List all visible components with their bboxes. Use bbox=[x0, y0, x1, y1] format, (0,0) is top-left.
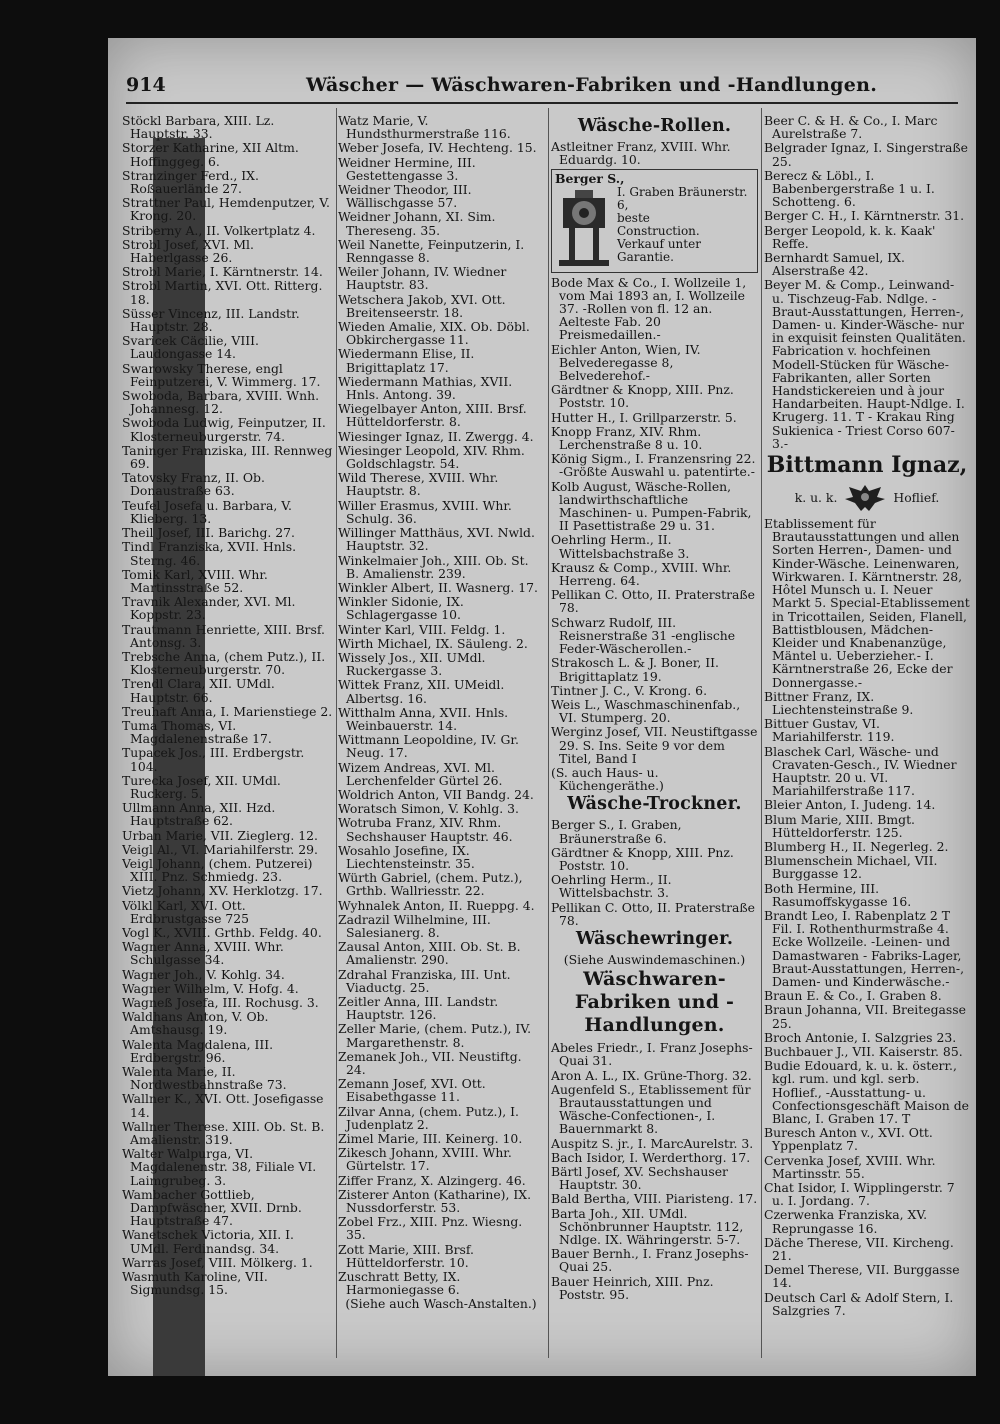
directory-entry: Trautmann Henriette, XIII. Brsf. Antonsg. 3. bbox=[122, 621, 325, 650]
directory-entry: Zadrazil Wilhelmine, III. Salesianerg. 8. bbox=[338, 911, 491, 940]
ad-line: Verkauf unter bbox=[617, 236, 701, 251]
ad-body: Etablissement für Brautausstattungen und allen Sorten Herren-, Damen- und Kinder-Wäsche. Leinenwaren, Wirkwaren. I. Kärntnerstr. 28, Hôtel Munsch u. I. Neuer Markt 5. Special-Etablissement in Tricottailen, Seiden, Flanell, Battistblousen, Mädchen-Kleider und Knabenanzüge, Mäntel u. Ueberzieher.- I. Kärntnerstraße 26, Ecke der Donnergasse.- bbox=[764, 516, 970, 690]
directory-entry: Auspitz S. jr., I. MarcAurelstr. 3. bbox=[551, 1135, 754, 1151]
directory-entry: Bittner Franz, IX. Liechtensteinstraße 9. bbox=[764, 688, 914, 717]
column-2 bbox=[338, 114, 544, 1354]
directory-entry: Weis L., Waschmaschinenfab., VI. Stumperg. 20. bbox=[551, 696, 741, 726]
ad-name: Bittmann Ignaz, bbox=[766, 452, 968, 479]
section-title-waesche-trockner: Wäsche-Trockner. bbox=[567, 794, 742, 815]
directory-entry: Oehrling Herm., II. Wittelsbachstraße 3. bbox=[551, 532, 690, 561]
section-title-waeschewringer: Wäschewringer. bbox=[575, 928, 734, 949]
directory-entry: Zemanek Joh., VII. Neustiftg. 24. bbox=[338, 1048, 522, 1078]
page bbox=[108, 38, 976, 1376]
directory-entry: Zausal Anton, XIII. Ob. St. B. Amalienstr. 290. bbox=[338, 939, 521, 968]
entry-list bbox=[551, 1041, 758, 1301]
directory-entry: Swarowsky Therese, engl Feinputzerei, V. Wimmerg. 17. bbox=[122, 360, 321, 389]
directory-entry: Zott Marie, XIII. Brsf. Hütteldorferstr. 10. bbox=[338, 1241, 474, 1270]
directory-entry: Beyer M. & Comp., Leinwand- u. Tischzeug-Fab. Ndlge. -Braut-Ausstattungen, Herren-, Damen- u. Kinder-Wäsche- nur in exquisit feinsten Qualitäten. Fabrication v. hochfeinen Modell-Stücken für Wäsche-Fabrikanten, aller Sorten Handstickereien und à jour Handarbeiten. Haupt-Ndlge. I. Krugerg. 11. T - Krakau Ring Sukienica - Triest Corso 607-3.- bbox=[764, 277, 966, 451]
directory-entry: Chat Isidor, I. Wipplingerstr. 7 u. I. Jordang. 7. bbox=[764, 1180, 955, 1209]
directory-entry: Barta Joh., XII. UMdl. Schönbrunner Hauptstr. 112, Ndlge. IX. Währingerstr. 5-7. bbox=[551, 1205, 744, 1247]
entry-list bbox=[764, 114, 970, 450]
directory-entry: Stranzinger Ferd., IX. Roßauerlände 27. bbox=[122, 167, 259, 197]
page-number: 914 bbox=[126, 74, 166, 96]
directory-entry: Gärdtner & Knopp, XIII. Pnz. Poststr. 10. bbox=[551, 844, 734, 873]
directory-entry: Bode Max & Co., I. Wollzeile 1, vom Mai 1893 an, I. Wollzeile 37. -Rollen von fl. 12 an. Aelteste Fab. 20 Preismedaillen.- bbox=[551, 274, 747, 343]
directory-entry: Wittek Franz, XII. UMeidl. Albertsg. 16. bbox=[338, 677, 505, 706]
directory-entry: Bernhardt Samuel, IX. Alserstraße 42. bbox=[764, 250, 905, 279]
directory-entry: Wittmann Leopoldine, IV. Gr. Neug. 17. bbox=[338, 732, 519, 761]
bittmann-advertisement bbox=[764, 452, 970, 689]
directory-entry: Zeitler Anna, III. Landstr. Hauptstr. 126. bbox=[338, 994, 499, 1023]
mangle-machine-illustration bbox=[555, 186, 613, 270]
directory-entry: Würth Gabriel, (chem. Putz.), Grthb. Wallriesstr. 22. bbox=[338, 870, 523, 899]
directory-entry: Broch Antonie, I. Salzgries 23. bbox=[764, 1029, 957, 1045]
column-1 bbox=[122, 114, 334, 1354]
see-also-note: (Siehe auch Wasch-Anstalten.) bbox=[345, 1296, 537, 1312]
directory-entry: Eichler Anton, Wien, IV. Belvederegasse 8, Belvederehof.- bbox=[551, 341, 701, 384]
directory-entry: Knopp Franz, XIV. Rhm. Lerchenstraße 8 u. 10. bbox=[551, 423, 703, 453]
directory-entry: Tindl Franziska, XVII. Hnls. Sterng. 46. bbox=[122, 539, 297, 568]
directory-entry: Weidner Johann, XI. Sim. Thereseng. 35. bbox=[338, 209, 496, 238]
directory-entry: Wambacher Gottlieb, Dampfwäscher, XVII. Drnb. Hauptstraße 47. bbox=[122, 1186, 302, 1229]
see-also-note: (Siehe Auswindemaschinen.) bbox=[563, 951, 746, 967]
directory-entry: Vietz Johann, XV. Herklotzg. 17. bbox=[122, 883, 323, 899]
directory-entry: Willinger Matthäus, XVI. Nwld. Hauptstr. 32. bbox=[338, 525, 535, 554]
directory-entry: Zobel Frz., XIII. Pnz. Wiesng. 35. bbox=[338, 1214, 523, 1243]
directory-entry: Zilvar Anna, (chem. Putz.), I. Judenplatz 2. bbox=[338, 1103, 519, 1132]
directory-entry: (S. auch Haus- u. Küchengeräthe.) bbox=[551, 764, 664, 794]
directory-entry: Striberny A., II. Volkertplatz 4. bbox=[122, 222, 316, 238]
section-title-waeschwaren-fabriken: Wäschwaren-Fabriken und -Handlungen. bbox=[574, 968, 735, 1037]
directory-entry: Däche Therese, VII. Kircheng. 21. bbox=[764, 1234, 954, 1264]
directory-entry: Berger C. H., I. Kärntnerstr. 31. bbox=[764, 208, 965, 224]
directory-entry: Wagner Joh., V. Kohlg. 34. bbox=[122, 966, 285, 982]
ad-line: Garantie. bbox=[617, 249, 674, 264]
directory-entry: Zisterer Anton (Katharine), IX. Nussdorferstr. 53. bbox=[338, 1186, 532, 1216]
directory-entry: Veigl Johann, (chem. Putzerei) XIII. Pnz. Schmiedg. 23. bbox=[122, 855, 313, 885]
column-divider bbox=[761, 108, 762, 1358]
directory-entry: Wiesinger Leopold, XIV. Rhm. Goldschlagstr. 54. bbox=[338, 442, 525, 472]
directory-entry: Winkler Albert, II. Wasnerg. 17. bbox=[338, 579, 538, 595]
directory-entry: Wanetschek Victoria, XII. I. UMdl. Ferdinandsg. 34. bbox=[122, 1227, 294, 1256]
directory-entry: Süsser Vincenz, III. Landstr. Hauptstr. 28. bbox=[122, 305, 300, 335]
directory-entry: Zemann Josef, XVI. Ott. Eisabethgasse 11. bbox=[338, 1076, 486, 1105]
directory-entry: Demel Therese, VII. Burggasse 14. bbox=[764, 1262, 960, 1291]
directory-entry: Wieden Amalie, XIX. Ob. Döbl. Obkirchergasse 11. bbox=[338, 319, 530, 348]
directory-entry: Astleitner Franz, XVIII. Whr. Eduardg. 10. bbox=[551, 139, 731, 168]
directory-entry: Vogl K., XVIII. Grthb. Feldg. 40. bbox=[122, 924, 322, 940]
directory-entry: Augenfeld S., Etablissement für Brautausstattungen und Wäsche-Confectionen-, I. Bauernmarkt 8. bbox=[551, 1081, 751, 1137]
directory-entry: Turecka Josef, XII. UMdl. Ruckerg. 5. bbox=[122, 772, 281, 801]
directory-entry: Wyhnalek Anton, II. Rueppg. 4. bbox=[338, 897, 535, 913]
directory-entry: Wosahlo Josefine, IX. Liechtensteinstr. 35. bbox=[338, 842, 475, 871]
column-3 bbox=[551, 114, 758, 1354]
directory-entry: Beer C. & H. & Co., I. Marc Aurelstraße 7. bbox=[764, 114, 938, 142]
directory-entry: Veigl Al., VI. Mariahilferstr. 29. bbox=[122, 841, 318, 857]
directory-entry: Wetschera Jakob, XVI. Ott. Breitenseerstr. 18. bbox=[338, 291, 506, 320]
directory-entry: Czerwenka Franziska, XV. Reprungasse 16. bbox=[764, 1207, 928, 1236]
directory-entry: Warras Josef, VIII. Mölkerg. 1. bbox=[122, 1254, 313, 1270]
column-divider bbox=[336, 108, 337, 1358]
directory-entry: Wallner Therese. XIII. Ob. St. B. Amalienstr. 319. bbox=[122, 1118, 325, 1148]
directory-entry: Werginz Josef, VII. Neustiftgasse 29. S. Ins. Seite 9 vor dem Titel, Band I bbox=[551, 724, 758, 766]
ad-line: beste bbox=[617, 210, 650, 225]
directory-entry: Oehrling Herm., II. Wittelsbachstr. 3. bbox=[551, 872, 672, 901]
directory-entry: Bauer Heinrich, XIII. Pnz. Poststr. 95. bbox=[551, 1273, 714, 1302]
directory-entry: Budie Edouard, k. u. k. österr., kgl. rum. und kgl. serb. Hoflief., -Ausstattung- u. Confectionsgeschäft Maison de Blanc, I. Graben 17. T bbox=[764, 1058, 969, 1127]
directory-entry: Urban Marie, VII. Zieglerg. 12. bbox=[122, 827, 318, 843]
running-title: Wäscher — Wäschwaren-Fabriken und -Handlungen. bbox=[306, 74, 878, 96]
directory-entry: Swoboda, Barbara, XVIII. Wnh. Johannesg. 12. bbox=[122, 388, 320, 417]
entry-list bbox=[551, 818, 758, 927]
directory-entry: Kolb August, Wäsche-Rollen, landwirthschaftliche Maschinen- u. Pumpen-Fabrik, II Pasettistraße 29 u. 31. bbox=[551, 478, 752, 534]
directory-entry: Swoboda Ludwig, Feinputzer, II. Klosterneuburgerstr. 74. bbox=[122, 415, 326, 444]
directory-entry: Trendl Clara, XII. UMdl. Hauptstr. 66. bbox=[122, 676, 275, 705]
directory-entry: Bauer Bernh., I. Franz Josephs-Quai 25. bbox=[551, 1246, 749, 1275]
directory-entry: Hutter H., I. Grillparzerstr. 5. bbox=[551, 409, 737, 425]
directory-entry: Weber Josefa, IV. Hechteng. 15. bbox=[338, 140, 537, 156]
directory-entry: Trebsche Anna, (chem Putz.), II. Klosterneuburgerstr. 70. bbox=[122, 648, 326, 678]
directory-entry: Berger S., I. Graben, Bräunerstraße 6. bbox=[551, 817, 682, 846]
directory-entry: Both Hermine, III. Rasumoffskygasse 16. bbox=[764, 880, 912, 909]
directory-entry: Zikesch Johann, XVIII. Whr. Gürtelstr. 17. bbox=[338, 1145, 512, 1174]
directory-entry: Pellikan C. Otto, II. Praterstraße 78. bbox=[551, 587, 755, 616]
page-header bbox=[126, 74, 956, 104]
directory-entry: König Sigm., I. Franzensring 22. -Größte Auswahl u. patentirte.- bbox=[551, 451, 756, 480]
ad-text bbox=[617, 186, 754, 270]
directory-entry: Weil Nanette, Feinputzerin, I. Renngasse 8. bbox=[338, 236, 525, 266]
directory-entry: Bach Isidor, I. Werderthorg. 17. bbox=[551, 1149, 751, 1165]
directory-entry: Belgrader Ignaz, I. Singerstraße 25. bbox=[764, 140, 969, 169]
directory-entry: Wiesinger Ignaz, II. Zwergg. 4. bbox=[338, 428, 534, 444]
directory-entry: Winkler Sidonie, IX. Schlagergasse 10. bbox=[338, 594, 464, 623]
title-right: Hoflief. bbox=[893, 490, 940, 506]
directory-entry: Walter Walpurga, VI. Magdalenenstr. 38, Filiale VI. Laimgrubeg. 3. bbox=[122, 1146, 317, 1188]
directory-entry: Storzer Katharine, XII Altm. Hoffinggeg. 6. bbox=[122, 140, 299, 169]
entry-list bbox=[551, 140, 758, 166]
directory-entry: Wagner Anna, XVIII. Whr. Schulgasse 34. bbox=[122, 939, 284, 968]
directory-entry: Stöckl Barbara, XIII. Lz. Hauptstr. 33. bbox=[122, 114, 275, 142]
directory-entry: Strakosch L. & J. Boner, II. Brigittaplatz 19. bbox=[551, 655, 719, 684]
directory-entry: Cervenka Josef, XVIII. Whr. Martinsstr. 55. bbox=[764, 1152, 936, 1181]
directory-entry: Berger Leopold, k. k. Kaak' Reffe. bbox=[764, 222, 936, 251]
column-2-entries bbox=[338, 114, 544, 1296]
directory-entry: Bärtl Josef, XV. Sechshauser Hauptstr. 30. bbox=[551, 1163, 728, 1193]
directory-entry: Blum Marie, XIII. Bmgt. Hütteldorferstr. 125. bbox=[764, 811, 915, 840]
directory-entry: Wiegelbayer Anton, XIII. Brsf. Hütteldorferstr. 8. bbox=[338, 401, 527, 430]
directory-entry: Buchbauer J., VII. Kaiserstr. 85. bbox=[764, 1044, 963, 1059]
directory-entry: Blumberg H., II. Negerleg. 2. bbox=[764, 838, 949, 854]
directory-entry: Wagner Wilhelm, V. Hofg. 4. bbox=[122, 980, 299, 996]
directory-entry: Brandt Leo, I. Rabenplatz 2 T Fil. I. Rothenthurmstraße 4. Ecke Wollzeile. -Leinen- und Damastwaren - Fabriks-Lager, Braut-Ausstattungen, Herren-, Damen- und Kinderwäsche.- bbox=[764, 907, 965, 989]
directory-entry: Weiler Johann, IV. Wiedner Hauptstr. 83. bbox=[338, 264, 507, 293]
directory-entry: Waldhans Anton, V. Ob. Amtshausg. 19. bbox=[122, 1009, 269, 1038]
directory-entry: Buresch Anton v., XVI. Ott. Yppenplatz 7. bbox=[764, 1125, 933, 1154]
header-rule bbox=[126, 102, 958, 104]
directory-entry: Wagneß Josefa, III. Rochusg. 3. bbox=[122, 995, 319, 1010]
directory-entry: Zimel Marie, III. Keinerg. 10. bbox=[338, 1131, 523, 1147]
directory-entry: Willer Erasmus, XVIII. Whr. Schulg. 36. bbox=[338, 497, 512, 526]
directory-entry: Zdrahal Franziska, III. Unt. Viaductg. 25. bbox=[338, 966, 511, 995]
ad-name: Berger S., bbox=[555, 171, 625, 187]
berger-advertisement bbox=[551, 169, 758, 272]
directory-entry: Winter Karl, VIII. Feldg. 1. bbox=[338, 621, 506, 637]
ad-line: Construction. bbox=[617, 223, 700, 238]
directory-entry: Tomik Karl, XVIII. Whr. Martinsstraße 52. bbox=[122, 566, 268, 595]
directory-entry: Wissely Jos., XII. UMdl. Ruckergasse 3. bbox=[338, 649, 486, 679]
directory-entry: Zeller Marie, (chem. Putz.), IV. Margarethenstr. 8. bbox=[338, 1021, 532, 1050]
directory-entry: Strobl Martin, XVI. Ott. Ritterg. 18. bbox=[122, 278, 323, 307]
directory-entry: Woratsch Simon, V. Kohlg. 3. bbox=[338, 801, 519, 817]
directory-entry: Ziffer Franz, X. Alzingerg. 46. bbox=[338, 1172, 526, 1188]
imperial-eagle-icon bbox=[843, 481, 887, 515]
directory-entry: Bald Bertha, VIII. Piaristeng. 17. bbox=[551, 1191, 758, 1207]
ad-line: I. Graben Bräunerstr. 6, bbox=[617, 184, 748, 212]
directory-entry: Bittuer Gustav, VI. Mariahilferstr. 119. bbox=[764, 716, 895, 745]
directory-entry: Schwarz Rudolf, III. Reisnerstraße 31 -englische Feder-Wäscherollen.- bbox=[551, 614, 736, 657]
directory-entry: Tatovsky Franz, II. Ob. Donaustraße 63. bbox=[122, 470, 265, 499]
column-4 bbox=[764, 114, 970, 1354]
directory-entry: Völkl Karl, XVI. Ott. Erdbrustgasse 725 bbox=[122, 897, 250, 926]
directory-entry: Tuma Thomas, VI. Magdalenenstraße 17. bbox=[122, 717, 272, 747]
directory-entry: Weidner Theodor, III. Wällischgasse 57. bbox=[338, 182, 472, 211]
directory-entry: Walenta Marie, II. Nordwestbahnstraße 73. bbox=[122, 1064, 287, 1093]
directory-entry: Travnik Alexander, XVI. Ml. Koppstr. 23. bbox=[122, 594, 296, 623]
directory-entry: Zuschratt Betty, IX. Harmoniegasse 6. bbox=[338, 1269, 461, 1298]
directory-entry: Wirth Michael, IX. Säuleng. 2. bbox=[338, 635, 528, 651]
directory-entry: Watz Marie, V. Hundsthurmerstraße 116. bbox=[338, 114, 511, 142]
directory-entry: Wiedermann Mathias, XVII. Hnls. Antong. 39. bbox=[338, 373, 513, 403]
directory-entry: Pellikan C. Otto, II. Praterstraße 78. bbox=[551, 899, 755, 928]
directory-entry: Blumenschein Michael, VII. Burggasse 12. bbox=[764, 853, 938, 882]
directory-entry: Weidner Hermine, III. Gestettengasse 3. bbox=[338, 154, 476, 183]
directory-entry: Gärdtner & Knopp, XIII. Pnz. Poststr. 10. bbox=[551, 382, 734, 411]
directory-entry: Abeles Friedr., I. Franz Josephs-Quai 31. bbox=[551, 1040, 753, 1069]
directory-entry: Wallner K., XVI. Ott. Josefigasse 14. bbox=[122, 1091, 324, 1120]
directory-entry: Theil Josef, III. Barichg. 27. bbox=[122, 525, 295, 541]
directory-entry: Wotruba Franz, XIV. Rhm. Sechshauser Hauptstr. 46. bbox=[338, 815, 513, 844]
directory-entry: Tintner J. C., V. Krong. 6. bbox=[551, 682, 708, 698]
directory-entry: Braun E. & Co., I. Graben 8. bbox=[764, 988, 942, 1004]
section-title-waesche-rollen: Wäsche-Rollen. bbox=[577, 116, 732, 136]
column-divider bbox=[548, 108, 549, 1358]
directory-entry: Strobl Josef, XVI. Ml. Haberlgasse 26. bbox=[122, 236, 254, 266]
directory-entry: Teufel Josefa u. Barbara, V. Klieberg. 13. bbox=[122, 497, 292, 526]
directory-entry: Svaricek Cäcilie, VIII. Laudongasse 14. bbox=[122, 333, 259, 362]
directory-entry: Braun Johanna, VII. Breitegasse 25. bbox=[764, 1002, 966, 1031]
directory-entry: Winkelmaier Joh., XIII. Ob. St. B. Amalienstr. 239. bbox=[338, 552, 529, 581]
directory-entry: Krausz & Comp., XVIII. Whr. Herreng. 64. bbox=[551, 559, 732, 589]
directory-entry: Woldrich Anton, VII Bandg. 24. bbox=[338, 786, 534, 802]
directory-entry: Blaschek Carl, Wäsche- und Cravaten-Gesch., IV. Wiedner Hauptstr. 20 u. VI. Mariahilferstraße 117. bbox=[764, 743, 957, 799]
directory-entry: Wasmuth Karoline, VII. Sigmundsg. 15. bbox=[122, 1269, 268, 1298]
directory-entry: Taninger Franziska, III. Rennweg 69. bbox=[122, 442, 333, 472]
directory-entry: Berecz & Löbl., I. Babenbergerstraße 1 u. I. Schotteng. 6. bbox=[764, 167, 935, 210]
directory-entry: Bleier Anton, I. Judeng. 14. bbox=[764, 797, 936, 813]
directory-entry: Witthalm Anna, XVII. Hnls. Weinbauerstr. 14. bbox=[338, 704, 509, 733]
directory-entry: Wild Therese, XVIII. Whr. Hauptstr. 8. bbox=[338, 470, 499, 499]
title-left: k. u. k. bbox=[794, 490, 838, 506]
directory-entry: Aron A. L., IX. Grüne-Thorg. 32. bbox=[551, 1067, 752, 1083]
directory-entry: Tupacek Jos., III. Erdbergstr. 104. bbox=[122, 745, 305, 774]
directory-entry: Strattner Paul, Hemdenputzer, V. Krong. 20. bbox=[122, 195, 330, 224]
entry-list bbox=[764, 690, 970, 1317]
directory-entry: Wizem Andreas, XVI. Ml. Lerchenfelder Gürtel 26. bbox=[338, 759, 503, 788]
directory-entry: Ullmann Anna, XII. Hzd. Hauptstraße 62. bbox=[122, 800, 276, 829]
directory-entry: Deutsch Carl & Adolf Stern, I. Salzgries 7. bbox=[764, 1289, 954, 1318]
directory-entry: Wiedermann Elise, II. Brigittaplatz 17. bbox=[338, 346, 475, 375]
directory-entry: Strobl Marie, I. Kärntnerstr. 14. bbox=[122, 264, 323, 280]
directory-entry: Treuhaft Anna, I. Marienstiege 2. bbox=[122, 703, 333, 719]
directory-entry: Walenta Magdalena, III. Erdbergstr. 96. bbox=[122, 1036, 274, 1065]
entry-list bbox=[551, 276, 758, 793]
